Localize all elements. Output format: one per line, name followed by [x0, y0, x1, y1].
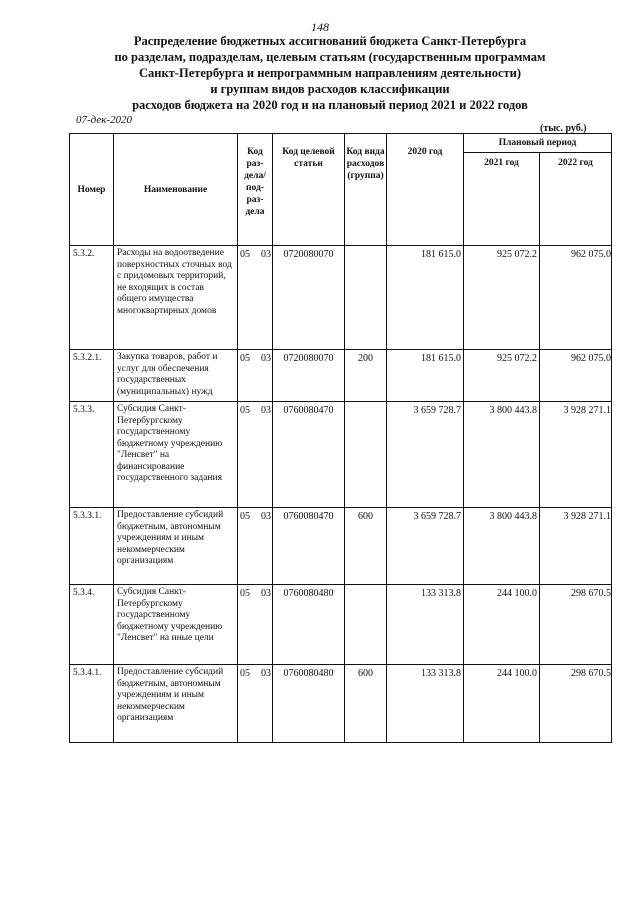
row-value-2021: 244 100.0 — [464, 665, 540, 743]
row-section-code — [238, 350, 273, 402]
subsection-code: 03 — [261, 511, 271, 522]
header-year-2022: 2022 год — [540, 153, 612, 246]
row-value-2020: 181 615.0 — [387, 350, 464, 402]
row-value-2020: 181 615.0 — [387, 246, 464, 350]
table-row — [70, 350, 612, 402]
header-year-2020: 2020 год — [387, 134, 464, 246]
row-section-code — [238, 585, 273, 665]
row-number: 5.3.3. — [70, 402, 114, 508]
section-code: 05 — [240, 511, 250, 522]
row-value-2021: 925 072.2 — [464, 350, 540, 402]
title-line: Санкт-Петербурга и непрограммным направлениям деятельности) — [138, 66, 521, 80]
table-row — [70, 665, 612, 743]
row-target-code: 0720080070 — [273, 246, 345, 350]
row-value-2020: 3 659 728.7 — [387, 402, 464, 508]
title-line: и группам видов расходов классификации — [210, 82, 450, 96]
row-value-2021: 3 800 443.8 — [464, 402, 540, 508]
subsection-code: 03 — [261, 405, 271, 416]
row-section-code — [238, 246, 273, 350]
title-line: расходов бюджета на 2020 год и на плановый период 2021 и 2022 годов — [132, 98, 528, 112]
table-row — [70, 402, 612, 508]
row-name: Предоставление субсидий бюджетным, автономным учреждениям и иным некоммерческим организациям — [114, 665, 238, 743]
units-label: (тыс. руб.) — [540, 123, 587, 134]
row-target-code: 0720080070 — [273, 350, 345, 402]
header-year-2021: 2021 год — [464, 153, 540, 246]
section-code: 05 — [240, 588, 250, 599]
row-value-2022: 3 928 271.1 — [540, 508, 612, 585]
header-name: Наименование — [114, 134, 238, 246]
title-line: Распределение бюджетных ассигнований бюджета Санкт-Петербурга — [133, 34, 527, 48]
page-number: 148 — [311, 20, 329, 34]
row-expense-type: 600 — [345, 508, 387, 585]
row-value-2022: 962 075.0 — [540, 246, 612, 350]
row-section-code — [238, 508, 273, 585]
row-name: Расходы на водоотведение поверхностных сточных вод с придомовых территорий, не входящих в состав общего имущества многоквартирных домов — [114, 246, 238, 350]
row-expense-type — [345, 402, 387, 508]
header-target-code: Код целевой статьи — [273, 134, 345, 246]
row-expense-type — [345, 246, 387, 350]
row-name: Предоставление субсидий бюджетным, автономным учреждениям и иным некоммерческим организациям — [114, 508, 238, 585]
row-value-2022: 298 670.5 — [540, 665, 612, 743]
row-target-code: 0760080470 — [273, 402, 345, 508]
section-code: 05 — [240, 249, 250, 260]
subsection-code: 03 — [261, 249, 271, 260]
row-name: Субсидия Санкт-Петербургскому государственному бюджетному учреждению "Ленсвет" на иные цели — [114, 585, 238, 665]
title-line: по разделам, подразделам, целевым статьям (государственным программам — [114, 50, 546, 64]
subsection-code: 03 — [261, 668, 271, 679]
row-expense-type: 600 — [345, 665, 387, 743]
header-planned-period: Плановый период — [464, 134, 612, 153]
table-row — [70, 585, 612, 665]
section-code: 05 — [240, 353, 250, 364]
row-value-2020: 3 659 728.7 — [387, 508, 464, 585]
row-value-2021: 244 100.0 — [464, 585, 540, 665]
subsection-code: 03 — [261, 353, 271, 364]
header-section-code: Код раз- дела/ под- раз- дела — [238, 134, 273, 246]
row-expense-type — [345, 585, 387, 665]
row-value-2021: 3 800 443.8 — [464, 508, 540, 585]
row-value-2022: 298 670.5 — [540, 585, 612, 665]
row-target-code: 0760080470 — [273, 508, 345, 585]
row-number: 5.3.4. — [70, 585, 114, 665]
row-target-code: 0760080480 — [273, 665, 345, 743]
header-number: Номер — [70, 134, 114, 246]
row-value-2020: 133 313.8 — [387, 585, 464, 665]
document-date: 07-дек-2020 — [76, 114, 133, 126]
row-name: Закупка товаров, работ и услуг для обеспечения государственных (муниципальных) нужд — [114, 350, 238, 402]
table-row — [70, 508, 612, 585]
budget-table — [69, 133, 612, 743]
subsection-code: 03 — [261, 588, 271, 599]
row-value-2021: 925 072.2 — [464, 246, 540, 350]
row-number: 5.3.2.1. — [70, 350, 114, 402]
row-value-2022: 3 928 271.1 — [540, 402, 612, 508]
section-code: 05 — [240, 668, 250, 679]
header-expense-type: Код вида расходов (группа) — [345, 134, 387, 246]
row-value-2020: 133 313.8 — [387, 665, 464, 743]
row-section-code — [238, 665, 273, 743]
table-header-row — [70, 134, 612, 153]
row-number: 5.3.4.1. — [70, 665, 114, 743]
row-name: Субсидия Санкт-Петербургскому государственному бюджетному учреждению "Ленсвет" на финансирование государственного задания — [114, 402, 238, 508]
table-row — [70, 246, 612, 350]
row-target-code: 0760080480 — [273, 585, 345, 665]
row-value-2022: 962 075.0 — [540, 350, 612, 402]
row-section-code — [238, 402, 273, 508]
section-code: 05 — [240, 405, 250, 416]
row-expense-type: 200 — [345, 350, 387, 402]
row-number: 5.3.3.1. — [70, 508, 114, 585]
row-number: 5.3.2. — [70, 246, 114, 350]
document-title — [60, 33, 600, 113]
